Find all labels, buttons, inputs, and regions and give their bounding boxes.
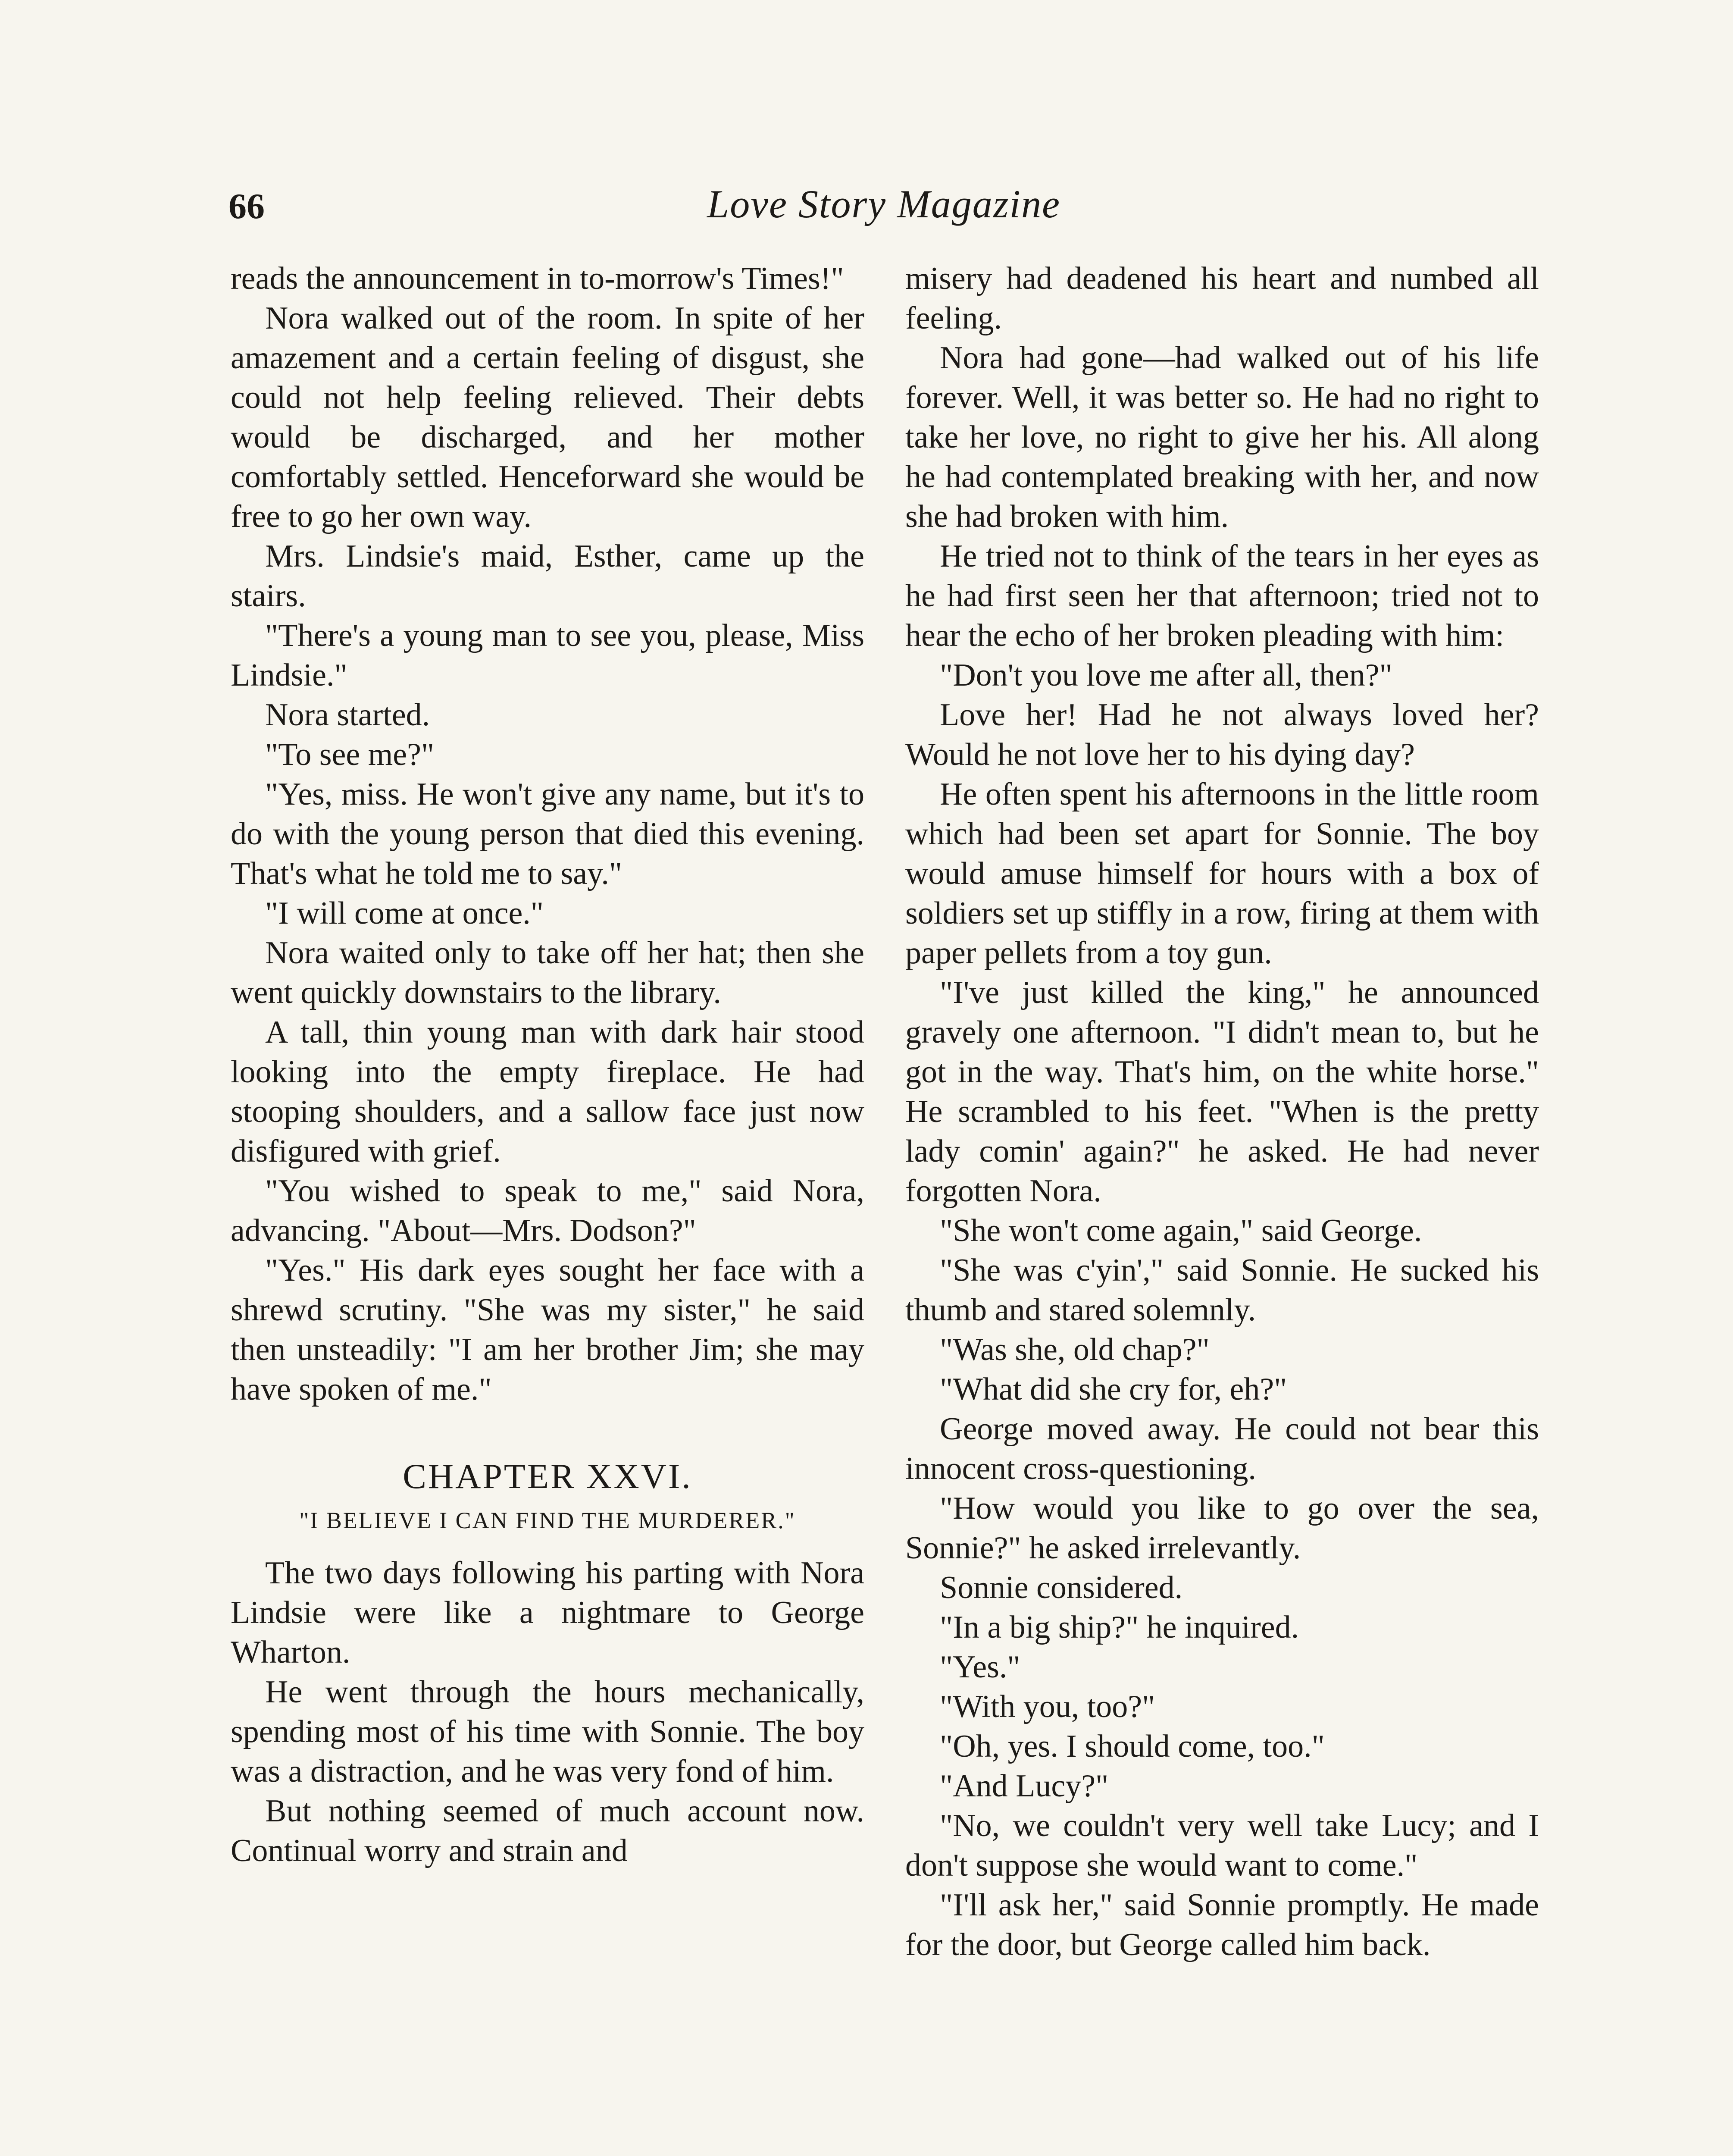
paragraph: "No, we couldn't very well take Lucy; and I don't suppose she would want to come." [905, 1808, 1539, 1883]
paragraph: "Yes." [940, 1649, 1020, 1685]
paragraph: He tried not to think of the tears in her eyes as he had first seen her that afternoon; tried not to hear the echo of her broken pleading with him: [905, 539, 1539, 653]
paragraph: "How would you like to go over the sea, Sonnie?" he asked irrelevantly. [905, 1491, 1539, 1566]
paragraph: "In a big ship?" he inquired. [940, 1610, 1299, 1645]
paragraph: "Don't you love me after all, then?" [940, 658, 1392, 693]
paragraph: Nora walked out of the room. In spite of her amazement and a certain feeling of disgust, she could not help feeling relieved. Their debts would be discharged, and her mother comfortably settled. Henceforward she would be free to go her own way. [231, 301, 864, 534]
paragraph: He often spent his afternoons in the little room which had been set apart for Sonnie. The boy would amuse himself for hours with a box of soldiers set up stiffly in a row, firing at them with paper pellets from a toy gun. [905, 777, 1539, 971]
paragraph: Sonnie considered. [940, 1570, 1183, 1605]
paragraph: misery had deadened his heart and numbed all feeling. [905, 261, 1539, 336]
paragraph: "Was she, old chap?" [940, 1332, 1210, 1367]
paragraph: "I will come at once." [265, 896, 544, 931]
paragraph: The two days following his parting with Nora Lindsie were like a nightmare to George Wharton. [231, 1555, 864, 1670]
paragraph: "I've just killed the king," he announced gravely one afternoon. "I didn't mean to, but he got in the way. That's him, on the white horse." He scrambled to his feet. "When is the pretty lady comin' again?" he asked. He had never forgotten Nora. [905, 975, 1539, 1209]
paragraph: Nora had gone—had walked out of his life forever. Well, it was better so. He had no right to take her love, no right to give her his. All along he had contemplated breaking with her, and now she had broken with him. [905, 340, 1539, 534]
paragraph: "You wished to speak to me," said Nora, advancing. "About—Mrs. Dodson?" [231, 1173, 864, 1248]
paragraph: "With you, too?" [940, 1689, 1155, 1724]
chapter-heading: CHAPTER XXVI. [403, 1457, 692, 1496]
paragraph: "Yes." His dark eyes sought her face with a shrewd scrutiny. "She was my sister," he said then unsteadily: "I am her brother Jim; she may have spoken of me." [231, 1253, 864, 1407]
paragraph: Nora started. [265, 697, 430, 733]
paragraph: Mrs. Lindsie's maid, Esther, came up the stairs. [231, 539, 864, 614]
paragraph: Nora waited only to take off her hat; then she went quickly downstairs to the library. [231, 935, 864, 1010]
paragraph: He went through the hours mechanically, spending most of his time with Sonnie. The boy was a distraction, and he was very fond of him. [231, 1674, 864, 1789]
paragraph: "She was c'yin'," said Sonnie. He sucked his thumb and stared solemnly. [905, 1253, 1539, 1328]
paragraph: George moved away. He could not bear this innocent cross-questioning. [905, 1411, 1539, 1486]
paragraph: Love her! Had he not always loved her? Would he not love her to his dying day? [905, 697, 1539, 772]
left-column [231, 259, 864, 1871]
running-title: Love Story Magazine [707, 182, 1060, 226]
paragraph: "Oh, yes. I should come, too." [940, 1729, 1325, 1764]
paragraph: reads the announcement in to-morrow's Times!" [231, 261, 844, 296]
page-header [228, 181, 1539, 241]
paragraph: "I'll ask her," said Sonnie promptly. He made for the door, but George called him back. [905, 1887, 1539, 1962]
paragraph: But nothing seemed of much account now. Continual worry and strain and [231, 1793, 864, 1868]
paragraph: "She won't come again," said George. [940, 1213, 1422, 1248]
page-number: 66 [228, 186, 265, 226]
paragraph: A tall, thin young man with dark hair stood looking into the empty fireplace. He had stooping shoulders, and a sallow face just now disfigured with grief. [231, 1015, 864, 1169]
right-column [905, 259, 1539, 1965]
chapter-subtitle: "I BELIEVE I CAN FIND THE MURDERER." [299, 1507, 796, 1533]
paragraph: "What did she cry for, eh?" [940, 1372, 1287, 1407]
paragraph: "And Lucy?" [940, 1768, 1109, 1804]
paragraph: "Yes, miss. He won't give any name, but it's to do with the young person that died this evening. That's what he told me to say." [231, 777, 864, 891]
paragraph: "There's a young man to see you, please, Miss Lindsie." [231, 618, 864, 693]
paragraph: "To see me?" [265, 737, 435, 772]
